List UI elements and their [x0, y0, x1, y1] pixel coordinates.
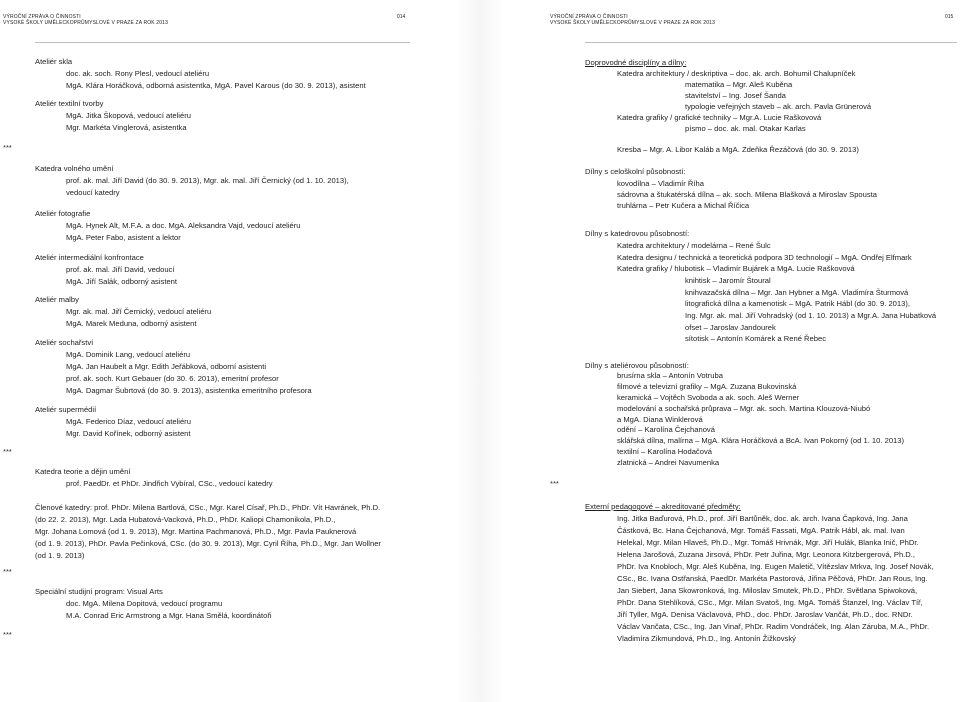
teachers-line: Helena Jarošová, Zuzana Jirsová, PhDr. Petr Juřina, Mgr. Leonora Kitzbergerová, Ph.D., [617, 550, 915, 559]
separator: *** [3, 630, 12, 639]
header-rule [585, 42, 957, 43]
workshop-line: knihtisk – Jaromír Štoural [685, 275, 771, 285]
staff-line: prof. ak. mal. Jiří David, vedoucí [66, 265, 175, 274]
separator: *** [550, 479, 559, 488]
workshop-line: textilní – Karolína Hodačová [617, 446, 712, 456]
section-heading: Ateliér skla [35, 57, 73, 66]
section-heading: Ateliér supermédií [35, 405, 97, 414]
header-subtitle: VYSOKÉ ŠKOLY UMĚLECKOPRŮMYSLOVÉ V PRAZE ZA ROK 2013 [3, 20, 169, 26]
staff-line: MgA. Jitka Škopová, vedoucí ateliéru [66, 111, 191, 120]
workshop-line: keramická – Vojtěch Svoboda a ak. soch. Aleš Werner [617, 392, 800, 402]
staff-line: MgA. Peter Fabo, asistent a lektor [66, 233, 181, 242]
teachers-line: Vladimíra Zikmundová, Ph.D., Ing. Antonín Žižkovský [617, 634, 796, 643]
teachers-line: Částková, Bc. Hana Čejchanová, Mgr. Tomáš Fassati, MgA. Patrik Hábl, ak. mal. Ivan [617, 526, 905, 535]
section-textile-studio [35, 98, 191, 134]
members-line: (od 1. 9. 2013), PhDr. Pavla Pečinková, CSc. (do 30. 9. 2013), Mgr. Cyril Říha, Ph.D., Mgr. Jan Wollner [35, 539, 381, 548]
section-fine-arts-dept [35, 163, 349, 199]
section-glass-studio [35, 56, 366, 92]
section-heading: Dílny s katedrovou působností: [585, 229, 690, 239]
staff-line: MgA. Klára Horáčková, odborná asistentka, MgA. Pavel Karous (do 30. 9. 2013), asistent [66, 81, 366, 90]
workshop-line: zlatnická – Andrei Navumenka [617, 457, 720, 467]
workshop-line: kovodílna – Vladimír Říha [617, 178, 704, 188]
separator: *** [3, 567, 12, 576]
staff-line: MgA. Dominik Lang, vedoucí ateliéru [66, 350, 191, 359]
section-supporting-disciplines [585, 57, 871, 134]
section-painting-studio [35, 294, 211, 330]
workshop-line: Katedra designu / technická a teoretická podpora 3D technologií – MgA. Ondřej Elfmark [617, 252, 912, 262]
workshop-line: sítotisk – Antonín Komárek a René Řebec [685, 334, 826, 344]
section-heading: Katedra teorie a dějin umění [35, 467, 131, 476]
teachers-line: Helekal, Mgr. Milan Hlaveš, Ph.D., Mgr. Tomáš Hrivnák, Mgr. Jiří Hulák, Blanka Inič, PhDr. [617, 538, 919, 547]
workshop-line: Katedra grafiky / grafické techniky – Mgr.A. Lucie Raškovová [617, 112, 822, 122]
section-intermedia-studio [35, 252, 177, 288]
staff-line: Mgr. Markéta Vinglerová, asistentka [66, 123, 187, 132]
page-number: 015 [945, 14, 954, 20]
teachers-line: Václav Vančata, CSc., Ing. Jan Vinař, PhDr. Radim Vondráček, Ing. Alan Záruba, M.A., PhDr. [617, 622, 930, 631]
workshop-line: stavitelství – Ing. Josef Šanda [685, 90, 786, 100]
teachers-line: PhDr. Dana Stehlíková, CSc., Mgr. Milan Svatoš, Ing. MgA. Tomáš Štanzel, Ing. Václav Tíř, [617, 598, 923, 607]
workshop-line: ofset – Jaroslav Jandourek [685, 322, 776, 332]
header-title: VÝROČNÍ ZPRÁVA O ČINNOSTI [550, 14, 628, 20]
members-line: (do 22. 2. 2013), Mgr. Lada Hubatová-Vacková, Ph.D., PhDr. Kaliopi Chamonikola, Ph.D., [35, 515, 336, 524]
page-gutter [455, 0, 505, 702]
workshop-line: knihvazačská dílna – Mgr. Jan Hybner a MgA. Vladimíra Šturmová [685, 287, 909, 297]
teachers-line: PhDr. Iva Knobloch, Mgr. Aleš Kuběna, Ing. Eugen Maletič, Vítězslav Mrkva, Ing. Josef Novák, [617, 562, 934, 571]
workshop-line: sádrovna a štukatérská dílna – ak. soch. Milena Blašková a Miroslav Spousta [617, 190, 878, 200]
staff-line: MgA. Hynek Alt, M.F.A. a doc. MgA. Aleksandra Vajd, vedoucí ateliéru [66, 221, 301, 230]
workshop-line: odění – Karolína Čejchanová [617, 425, 715, 435]
workshop-line: písmo – doc. ak. mal. Otakar Karlas [685, 123, 806, 133]
workshop-line: sklářská dílna, malírna – MgA. Klára Horáčková a BcA. Ivan Pokorný (od 1. 10. 2013) [617, 436, 905, 446]
staff-line: Mgr. ak. mal. Jiří Černický, vedoucí ateliéru [66, 307, 212, 316]
section-school-wide-workshops [585, 166, 877, 212]
section-heading: Externí pedagogové – akreditované předměty: [585, 502, 741, 511]
separator: *** [3, 143, 12, 152]
section-heading: Dílny s ateliérovou působností: [585, 360, 689, 370]
section-heading: Ateliér textilní tvorby [35, 99, 104, 108]
section-heading: Dílny s celoškolní působností: [585, 167, 686, 177]
section-photography-studio [35, 208, 301, 244]
members-line: Členové katedry: prof. PhDr. Milena Bartlová, CSc., Mgr. Karel Císař, Ph.D., PhDr. Vít Havránek, Ph.D. [35, 503, 381, 512]
staff-line: prof. ak. mal. Jiří David (do 30. 9. 2013), Mgr. ak. mal. Jiří Černický (od 1. 10. 2013), [66, 176, 349, 185]
workshop-line: filmové a televizní grafiky – MgA. Zuzana Bukovinská [617, 382, 797, 392]
section-supermedia-studio [35, 404, 191, 440]
page-number: 014 [397, 14, 406, 20]
teachers-line: Jan Siebert, Jana Skowronková, Ing. Miloslav Smutek, Ph.D., PhDr. Světlana Spiwoková, [617, 586, 918, 595]
section-sculpture-studio [35, 337, 312, 397]
members-line: (od 1. 9. 2013) [35, 551, 85, 560]
header-subtitle: VYSOKÉ ŠKOLY UMĚLECKOPRŮMYSLOVÉ V PRAZE ZA ROK 2013 [550, 20, 716, 26]
workshop-line: litografická dílna a kamenotisk – MgA. Patrik Hábl (do 30. 9. 2013), [685, 299, 910, 309]
workshop-line: Katedra architektury / modelárna – René Šulc [617, 240, 771, 250]
section-department-workshops [585, 228, 936, 345]
staff-line: prof. ak. soch. Kurt Gebauer (do 30. 6. 2013), emeritní profesor [66, 374, 279, 383]
section-heading: Ateliér fotografie [35, 209, 91, 218]
teachers-line: Jiří Tyller, MgA. Denisa Václavová, PhD., doc. PhDr. Jaroslav Vančát, Ph.D., doc. RNDr. [617, 610, 913, 619]
separator: *** [3, 447, 12, 456]
teachers-line: CSc., Bc. Ivana Ostřanská, PaedDr. Markéta Pastorová, Jiřina Pěčová, PhDr. Jan Rous, Ing. [617, 574, 928, 583]
staff-line: doc. ak. soch. Rony Plesl, vedoucí ateliéru [66, 69, 210, 78]
section-heading: Ateliér malby [35, 295, 79, 304]
workshop-line: typologie veřejných staveb – ak. arch. Pavla Grünerová [685, 101, 872, 111]
workshop-line: Katedra grafiky / hlubotisk – Vladimír Bujárek a MgA. Lucie Raškovová [617, 264, 855, 274]
members-line: Mgr. Johana Lomová (od 1. 9. 2013), Mgr. Martina Pachmanová, Ph.D., Mgr. Pavla Pauknerová [35, 527, 357, 536]
section-drawing [585, 144, 859, 156]
section-heading: Katedra volného umění [35, 164, 114, 173]
staff-line: doc. MgA. Milena Dopitová, vedoucí programu [66, 599, 223, 608]
header-rule [35, 42, 410, 43]
section-heading: Ateliér sochařství [35, 338, 94, 347]
teachers-line: Ing. Jitka Baďurová, Ph.D., prof. Jiří Bartůněk, doc. ak. arch. Ivana Čapková, Ing. Jana [617, 514, 908, 523]
section-theory-history-dept [35, 466, 273, 490]
workshop-line: Ing. Mgr. ak. mal. Jiří Vohradský (od 1. 10. 2013) a Mgr.A. Jana Hubatková [685, 311, 937, 320]
staff-line: MgA. Marek Meduna, odborný asistent [66, 319, 197, 328]
staff-line: MgA. Jan Haubelt a Mgr. Edith Jeřábková, odborní asistenti [66, 362, 267, 371]
section-visual-arts-program [35, 586, 272, 622]
section-heading: Doprovodné disciplíny a dílny: [585, 57, 687, 67]
workshop-line: Kresba – Mgr. A. Libor Kaláb a MgA. Zdeňka Řezáčová (do 30. 9. 2013) [617, 145, 859, 154]
department-members-paragraph [35, 502, 381, 562]
running-header-right [550, 14, 715, 26]
section-heading: Ateliér intermediální konfrontace [35, 253, 144, 262]
staff-line: prof. PaedDr. et PhDr. Jindřich Vybíral, CSc., vedoucí katedry [66, 479, 273, 488]
workshop-line: truhlárna – Petr Kučera a Michal Říčica [617, 201, 750, 211]
staff-line: vedoucí katedry [66, 188, 120, 197]
running-header-left [3, 14, 168, 26]
workshop-line: brusírna skla – Antonín Votruba [617, 371, 723, 381]
section-studio-workshops [585, 361, 904, 469]
staff-line: MgA. Federico Díaz, vedoucí ateliéru [66, 417, 191, 426]
header-title: VÝROČNÍ ZPRÁVA O ČINNOSTI [3, 14, 81, 20]
workshop-line: a MgA. Diana Winklerová [617, 414, 703, 424]
section-external-teachers [585, 501, 934, 645]
section-heading: Speciální studijní program: Visual Arts [35, 587, 163, 596]
staff-line: M.A. Conrad Eric Armstrong a Mgr. Hana Smělá, koordinátoři [66, 611, 272, 620]
staff-line: MgA. Dagmar Šubrtová (do 30. 9. 2013), asistentka emeritního profesora [66, 386, 312, 395]
workshop-line: Katedra architektury / deskriptiva – doc. ak. arch. Bohumil Chalupníček [617, 68, 856, 78]
staff-line: MgA. Jiří Salák, odborný asistent [66, 277, 178, 286]
workshop-line: matematika – Mgr. Aleš Kuběna [685, 79, 793, 89]
workshop-line: modelování a sochařská průprava – Mgr. ak. soch. Martina Klouzová-Niubó [617, 403, 871, 413]
staff-line: Mgr. David Kořínek, odborný asistent [66, 429, 191, 438]
